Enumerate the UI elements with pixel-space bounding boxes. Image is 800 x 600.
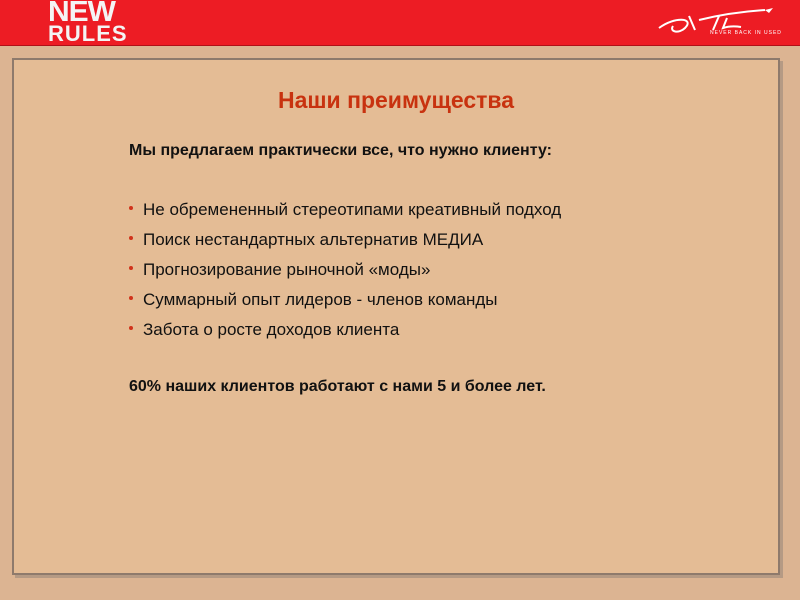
list-item-text: Забота о росте доходов клиента bbox=[143, 320, 400, 339]
intro-text: Мы предлагаем практически все, что нужно клиенту: bbox=[129, 142, 552, 159]
list-item-text: Поиск нестандартных альтернатив МЕДИА bbox=[143, 230, 484, 249]
logo-line-new: NEW bbox=[48, 0, 115, 28]
logo-line-rules: RULES bbox=[48, 21, 128, 46]
content-panel bbox=[12, 58, 780, 575]
list-item-text: Прогнозирование рыночной «моды» bbox=[143, 260, 431, 279]
brand-tagline: NEVER BACK IN USED bbox=[710, 30, 782, 36]
bullet-icon bbox=[129, 296, 133, 300]
slide-title: Наши преимущества bbox=[277, 87, 515, 113]
bullet-icon bbox=[129, 206, 133, 210]
header-bar bbox=[0, 0, 800, 46]
list-item-text: Не обремененный стереотипами креативный подход bbox=[143, 200, 562, 219]
list-item-text: Суммарный опыт лидеров - членов команды bbox=[143, 290, 498, 309]
bullet-icon bbox=[129, 266, 133, 270]
bullet-icon bbox=[129, 326, 133, 330]
retention-note: 60% наших клиентов работают с нами 5 и более лет. bbox=[129, 378, 546, 395]
new-rules-logo bbox=[48, 0, 138, 46]
bullet-icon bbox=[129, 236, 133, 240]
